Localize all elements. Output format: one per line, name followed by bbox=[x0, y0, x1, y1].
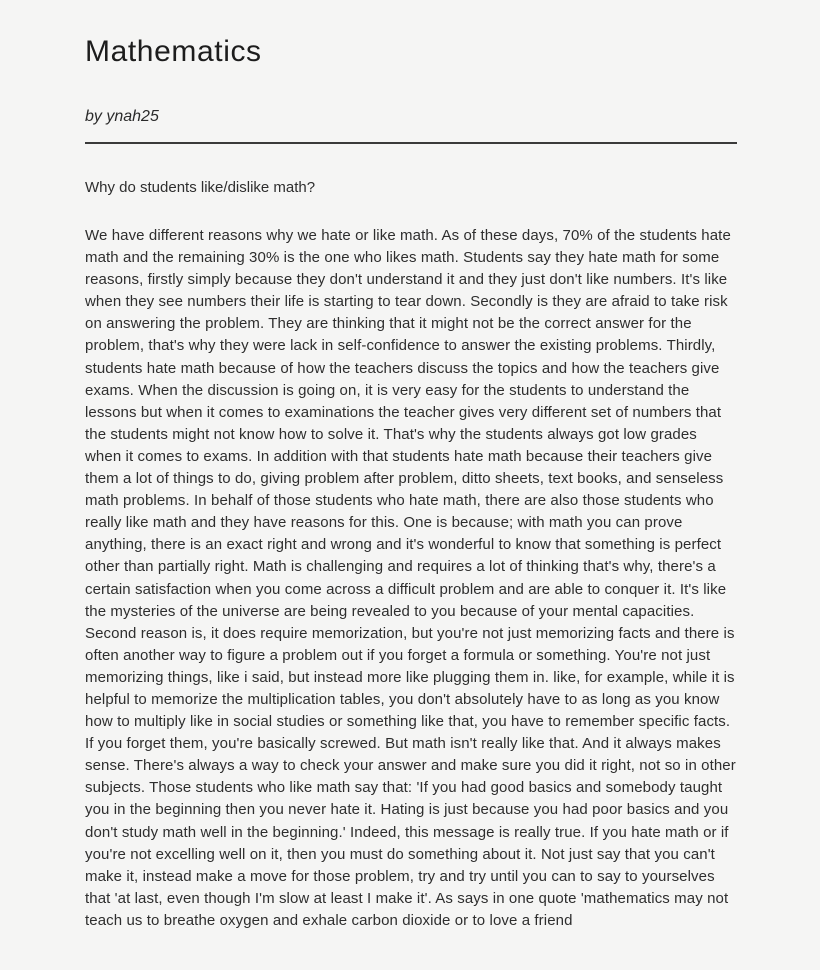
author-byline: by ynah25 bbox=[85, 108, 159, 125]
essay-paragraph: We have different reasons why we hate or like math. As of these days, 70% of the students hate math and the remaining 30% is the one who likes math. Students say they hate math for some reasons, firstly simply because they don't understand it and they just don't like numbers. It's like when they see numbers their life is starting to tear down. Secondly is they are afraid to take risk on answering the problem. They are thinking that it might not be the correct answer for the problem, that's why they were lack in self-confidence to answer the existing problems. Thirdly, students hate math because of how the teachers discuss the topics and how the teachers give exams. When the discussion is going on, it is very easy for the students to understand the lessons but when it comes to examinations the teacher gives very different set of numbers that the students might not know how to solve it. That's why the students always got low grades when it comes to exams. In addition with that students hate math because their teachers give them a lot of things to do, giving problem after problem, ditto sheets, text books, and senseless math problems. In behalf of those students who hate math, there are also those students who really like math and they have reasons for this. One is because; with math you can prove anything, there is an exact right and wrong and it's wonderful to know that something is perfect other than partially right. Math is challenging and requires a lot of thinking that's why, there's a certain satisfaction when you come across a difficult problem and are able to conquer it. It's like the mysteries of the universe are being revealed to you because of your mental capacities. Second reason is, it does require memorization, but you're not just memorizing facts and there is often another way to figure a problem out if you forget a formula or something. You're not just memorizing things, like i said, but instead more like plugging them in. like, for example, while it is helpful to memorize the multiplication tables, you don't absolutely have to as long as you know how to multiply like in social studies or something like that, you have to remember specific facts. If you forget them, you're basically screwed. But math isn't really like that. And it always makes sense. There's always a way to check your answer and make sure you did it right, not so in other subjects. Those students who like math say that: 'If you had good basics and somebody taught you in the beginning then you never hate it. Hating is just because you had poor basics and you don't study math well in the beginning.' Indeed, this message is really true. If you hate math or if you're not excelling well on it, then you must do something about it. Not just say that you can't make it, instead make a move for those problem, try and try until you can to say to yourselves that 'at last, even though I'm slow at least I make it'. As says in one quote 'mathematics may not teach us to breathe oxygen and exhale carbon dioxide or to love a friend bbox=[85, 227, 736, 929]
title-divider bbox=[85, 142, 737, 144]
question-heading: Why do students like/dislike math? bbox=[85, 179, 316, 196]
page-title: Mathematics bbox=[85, 35, 262, 68]
